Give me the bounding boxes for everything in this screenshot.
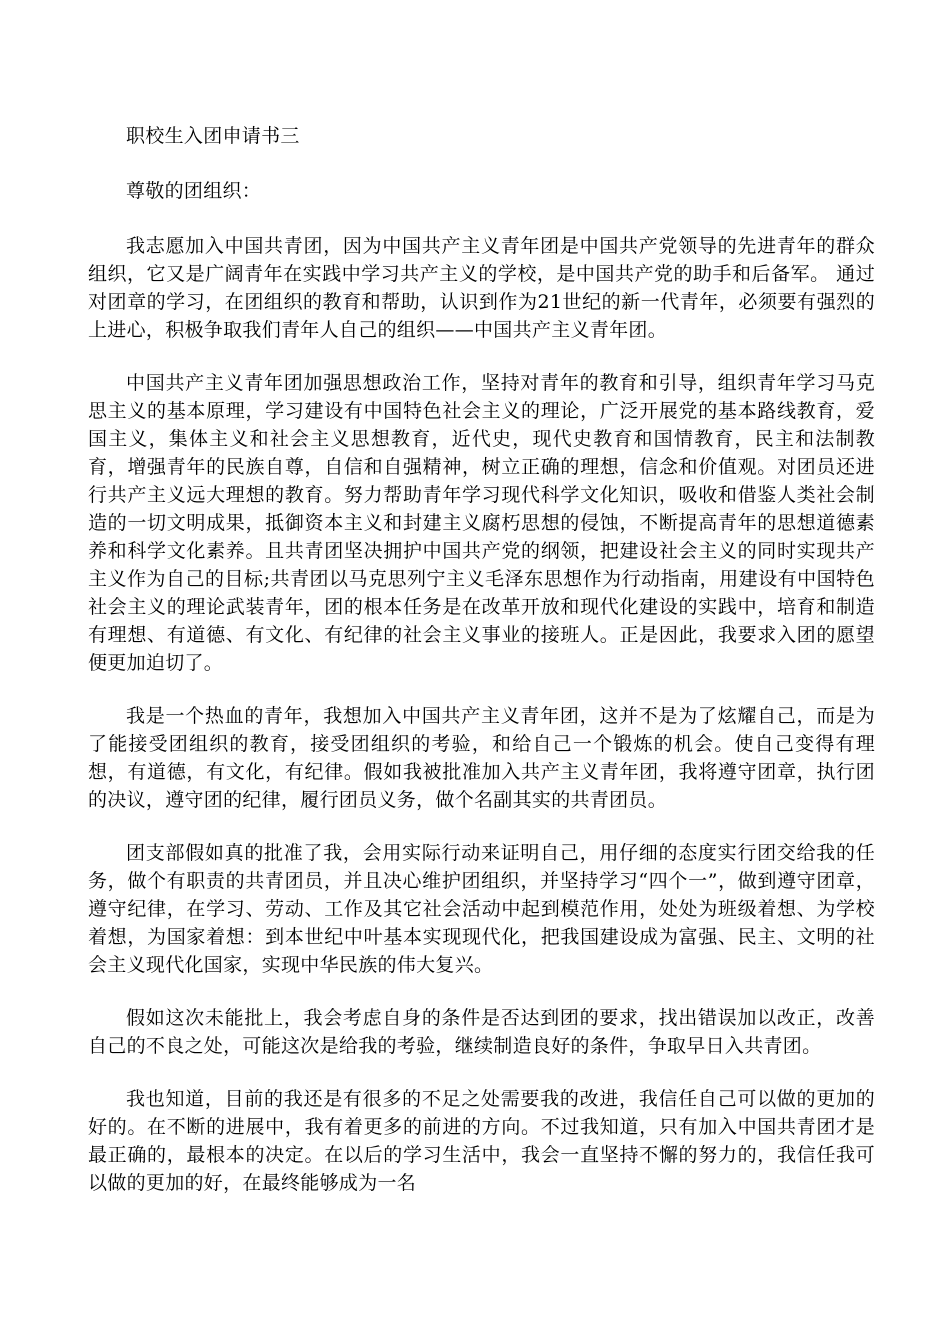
document-title: 职校生入团申请书三 — [126, 125, 300, 147]
paragraph-1: 我志愿加入中国共青团，因为中国共产主义青年团是中国共产党领导的先进青年的群众组织，它又是广阔青年在实践中学习共产主义的学校，是中国共产党的助手和后备军。 通过对团章的学习，在团组织的教育和帮助，认识到作为21世纪的新一代青年，必须要有强烈的上进心，积极争取我们青年人自己的组织——中国共产主义青年团。 — [88, 235, 875, 341]
paragraph-4: 团支部假如真的批准了我，会用实际行动来证明自己，用仔细的态度实行团交给我的任务，做个有职责的共青团员，并且决心维护团组织，并坚持学习“四个一”，做到遵守团章，遵守纪律，在学习、劳动、工作及其它社会活动中起到模范作用，处处为班级着想、为学校着想，为国家着想：到本世纪中叶基本实现现代化，把我国建设成为富强、民主、文明的社会主义现代化国家，实现中华民族的伟大复兴。 — [88, 842, 875, 976]
salutation: 尊敬的团组织： — [126, 180, 262, 202]
paragraph-2: 中国共产主义青年团加强思想政治工作，坚持对青年的教育和引导，组织青年学习马克思主义的基本原理，学习建设有中国特色社会主义的理论，广泛开展党的基本路线教育，爱国主义，集体主义和社会主义思想教育，近代史，现代史教育和国情教育，民主和法制教育，增强青年的民族自尊，自信和自强精神，树立正确的理想，信念和价值观。对团员还进行共产主义远大理想的教育。努力帮助青年学习现代科学文化知识，吸收和借鉴人类社会制造的一切文明成果，抵御资本主义和封建主义腐朽思想的侵蚀，不断提高青年的思想道德素养和科学文化素养。且共青团坚决拥护中国共产党的纲领，把建设社会主义的同时实现共产主义作为自己的目标;共青团以马克思列宁主义毛泽东思想作为行动指南，用建设有中国特色社会主义的理论武装青年，团的根本任务是在改革开放和现代化建设的实践中，培育和制造有理想、有道德、有文化、有纪律的社会主义事业的接班人。正是因此，我要求入团的愿望便更加迫切了。 — [88, 372, 875, 674]
paragraph-3: 我是一个热血的青年，我想加入中国共产主义青年团，这并不是为了炫耀自己，而是为了能接受团组织的教育，接受团组织的考验，和给自己一个锻炼的机会。使自己变得有理想，有道德，有文化，有纪律。假如我被批准加入共产主义青年团，我将遵守团章，执行团的决议，遵守团的纪律，履行团员义务，做个名副其实的共青团员。 — [88, 705, 875, 811]
document-body — [88, 122, 875, 1222]
paragraph-6: 我也知道，目前的我还是有很多的不足之处需要我的改进，我信任自己可以做的更加的好的。在不断的进展中，我有着更多的前进的方向。不过我知道，只有加入中国共青团才是最正确的，最根本的决定。在以后的学习生活中，我会一直坚持不懈的努力的，我信任我可以做的更加的好，在最终能够成为一名 — [88, 1088, 875, 1194]
paragraph-5: 假如这次未能批上，我会考虑自身的条件是否达到团的要求，找出错误加以改正，改善自己的不良之处，可能这次是给我的考验，继续制造良好的条件，争取早日入共青团。 — [88, 1007, 875, 1057]
